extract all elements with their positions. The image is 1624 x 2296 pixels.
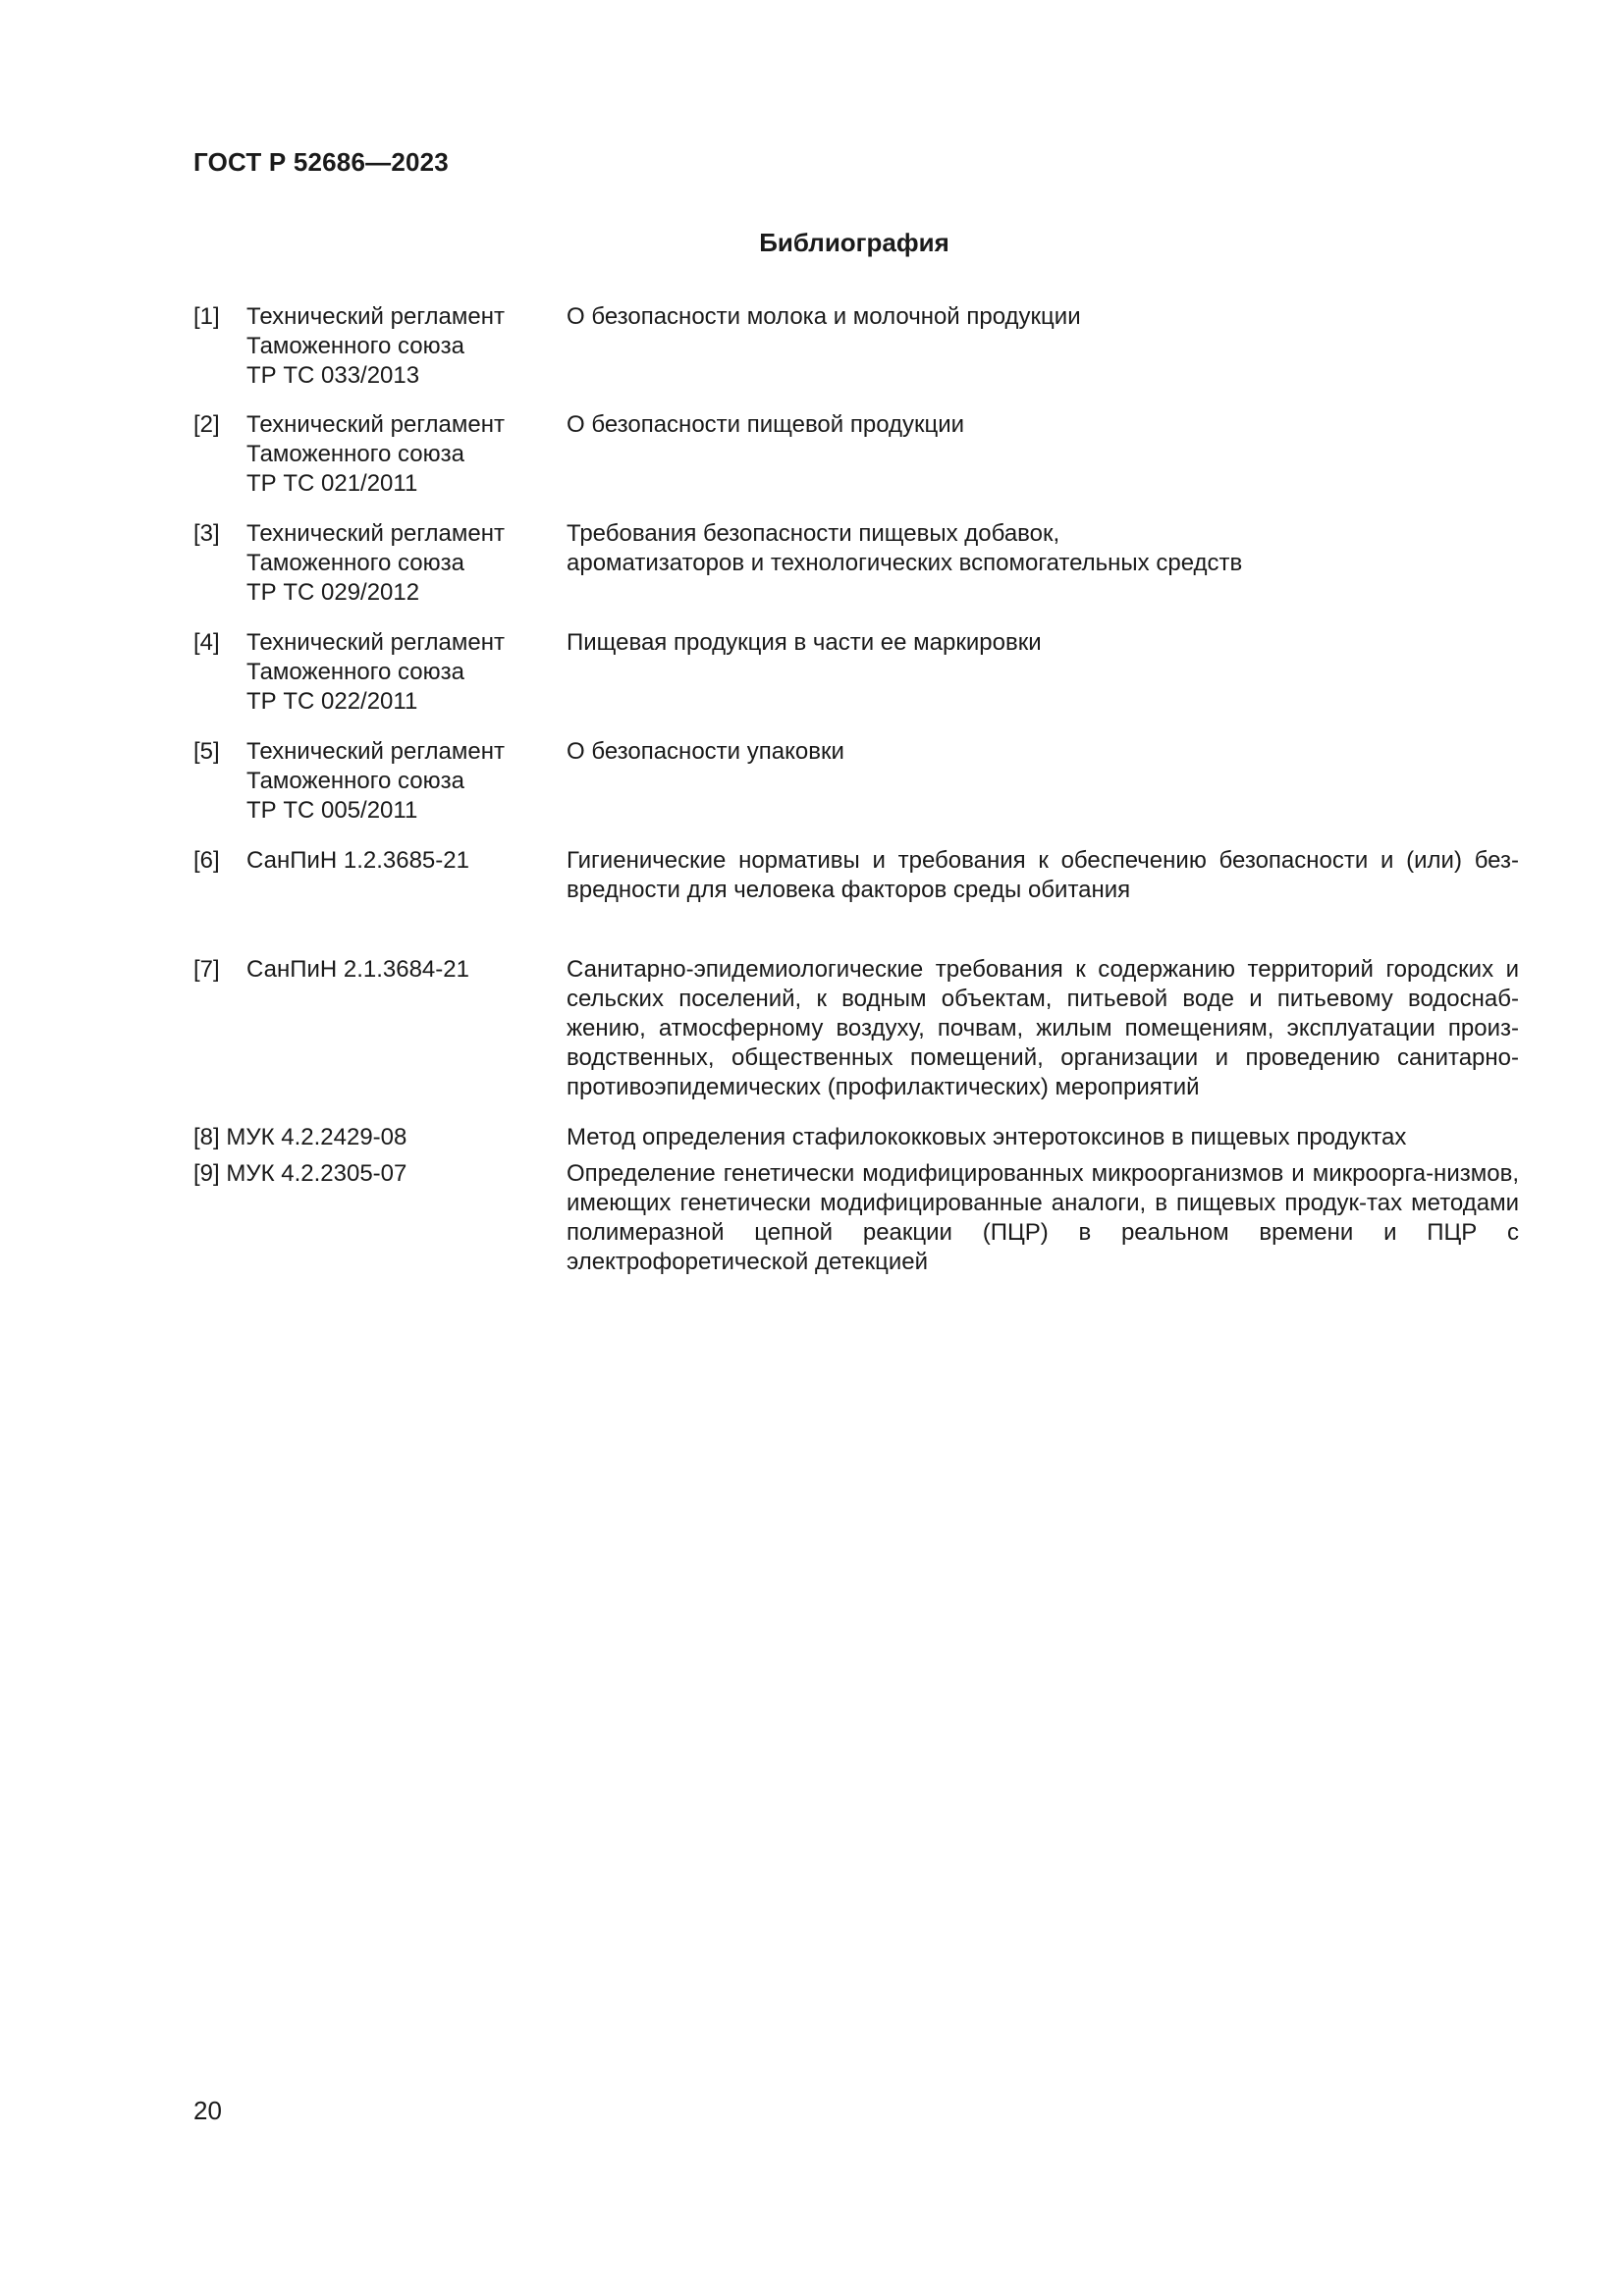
reference-number bbox=[193, 1159, 406, 1189]
bibliography-list bbox=[193, 302, 1519, 1287]
reference-item-2 bbox=[193, 410, 1519, 519]
reference-number: [2] bbox=[193, 411, 220, 438]
reference-number: [4] bbox=[193, 629, 220, 656]
reference-item-3 bbox=[193, 519, 1519, 628]
reference-title: Метод определения стафилококковых энтеротоксинов в пищевых продуктах bbox=[567, 1124, 1407, 1150]
reference-item-4 bbox=[193, 628, 1519, 737]
reference-number: [7] bbox=[193, 956, 220, 983]
reference-item-7 bbox=[193, 955, 1519, 1123]
reference-title: О безопасности пищевой продукции bbox=[567, 411, 965, 438]
reference-item-8 bbox=[193, 1123, 1519, 1159]
reference-source: Технический регламент Таможенного союза ТР ТС 029/2012 bbox=[246, 520, 505, 606]
reference-number-label: [9] bbox=[193, 1160, 220, 1187]
reference-number-label: [8] bbox=[193, 1124, 220, 1150]
reference-item-6 bbox=[193, 846, 1519, 955]
reference-title: Санитарно-эпидемиологические требования к содержанию территорий городских и сельских поселений, к водным объектам, питьевой воде и питьевому водоснаб-жению, атмосферному воздуху, почвам, жилым помещениям, эксплуатации произ-водственных, общественных помещений, организации и проведению санитарно-противоэпидемических (профилактических) мероприятий bbox=[567, 956, 1519, 1100]
reference-title: Пищевая продукция в части ее маркировки bbox=[567, 629, 1042, 656]
reference-item-9 bbox=[193, 1159, 1519, 1287]
reference-source: Технический регламент Таможенного союза ТР ТС 005/2011 bbox=[246, 738, 505, 824]
document-code: ГОСТ Р 52686—2023 bbox=[193, 147, 449, 177]
reference-title: О безопасности молока и молочной продукции bbox=[567, 303, 1081, 330]
reference-source: Технический регламент Таможенного союза ТР ТС 021/2011 bbox=[246, 411, 505, 497]
reference-source: Технический регламент Таможенного союза ТР ТС 033/2013 bbox=[246, 303, 505, 389]
reference-item-5 bbox=[193, 737, 1519, 846]
reference-number: [5] bbox=[193, 738, 220, 765]
reference-source: СанПиН 2.1.3684-21 bbox=[246, 956, 469, 983]
reference-source: Технический регламент Таможенного союза ТР ТС 022/2011 bbox=[246, 629, 505, 715]
page-number: 20 bbox=[193, 2096, 222, 2125]
reference-number: [3] bbox=[193, 520, 220, 547]
reference-source: СанПиН 1.2.3685-21 bbox=[246, 847, 469, 874]
reference-number bbox=[193, 1123, 406, 1152]
reference-source: МУК 4.2.2305-07 bbox=[226, 1160, 407, 1187]
reference-source: МУК 4.2.2429-08 bbox=[226, 1124, 407, 1150]
reference-title: Определение генетически модифицированных микроорганизмов и микроорга-низмов, имеющих генетически модифицированные аналоги, в пищевых продук-тах методами полимеразной цепной реакции (ПЦР) в реальном времени и ПЦР с электрофоретической детекцией bbox=[567, 1160, 1519, 1275]
reference-title: Требования безопасности пищевых добавок, ароматизаторов и технологических вспомогательных средств bbox=[567, 520, 1243, 576]
reference-number: [1] bbox=[193, 303, 220, 330]
reference-title: О безопасности упаковки bbox=[567, 738, 844, 765]
reference-item-1 bbox=[193, 302, 1519, 410]
reference-number: [6] bbox=[193, 847, 220, 874]
reference-title: Гигиенические нормативы и требования к обеспечению безопасности и (или) без-вредности для человека факторов среды обитания bbox=[567, 847, 1519, 903]
section-title: Библиография bbox=[759, 228, 949, 257]
